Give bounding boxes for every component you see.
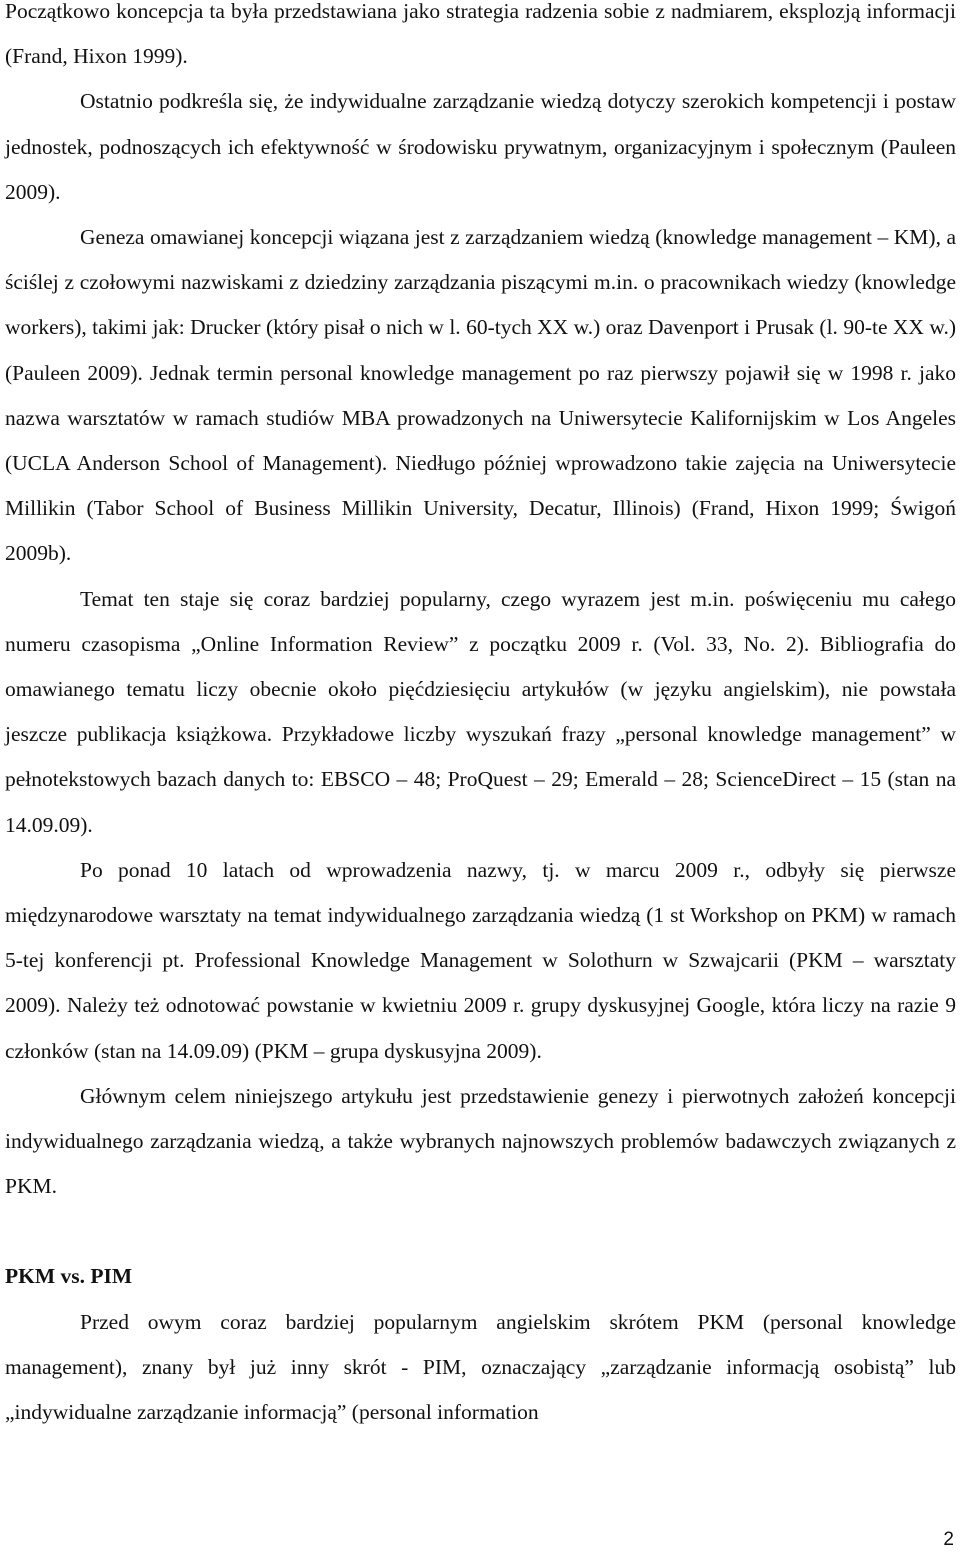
paragraph-popularity: Temat ten staje się coraz bardziej popularny, czego wyrazem jest m.in. poświęceniu mu całego numeru czasopisma „Online Information Review” z początku 2009 r. (Vol. 33, No. 2). Bibliografia do omawianego tematu liczy obecnie około pięćdziesięciu artykułów (w języku angielskim), nie powstała jeszcze publikacja książkowa. Przykładowe liczby wyszukań frazy „personal knowledge management” w pełnotekstowych bazach danych to: EBSCO – 48; ProQuest – 29; Emerald – 28; ScienceDirect – 15 (stan na 14.09.09). <box>5 586 956 837</box>
paragraph-workshop: Po ponad 10 latach od wprowadzenia nazwy, tj. w marcu 2009 r., odbyły się pierwsze międzynarodowe warsztaty na temat indywidualnego zarządzania wiedzą (1 st Workshop on PKM) w ramach 5-tej konferencji pt. Professional Knowledge Management w Solothurn w Szwajcarii (PKM – warsztaty 2009). Należy też odnotować powstanie w kwietniu 2009 r. grupy dyskusyjnej Google, która liczy na razie 9 członków (stan na 14.09.09) (PKM – grupa dyskusyjna 2009). <box>5 857 956 1063</box>
section-spacer <box>5 1209 956 1254</box>
paragraph-origin: Geneza omawianej koncepcji wiązana jest z zarządzaniem wiedzą (knowledge management – KM), a ściślej z czołowymi nazwiskami z dziedziny zarządzania piszącymi m.in. o pracownikach wiedzy (knowledge workers), takimi jak: Drucker (który pisał o nich w l. 60-tych XX w.) oraz Davenport i Prusak (l. 90-te XX w.) (Pauleen 2009). Jednak termin personal knowledge management po raz pierwszy pojawił się w 1998 r. jako nazwa warsztatów w ramach studiów MBA prowadzonych na Uniwersytecie Kalifornijskim w Los Angeles (UCLA Anderson School of Management). Niedługo później wprowadzono takie zajęcia na Uniwersytecie Millikin (Tabor School of Business Millikin University, Decatur, Illinois) (Frand, Hixon 1999; Świgoń 2009b). <box>5 225 956 566</box>
paragraph-intro: Początkowo koncepcja ta była przedstawiana jako strategia radzenia sobie z nadmiarem, eksplozją informacji (Frand, Hixon 1999). <box>5 0 956 69</box>
page-number: 2 <box>943 1529 954 1550</box>
section-heading: PKM vs. PIM <box>5 1264 133 1289</box>
document-page <box>5 0 956 1435</box>
paragraph-recent-emphasis: Ostatnio podkreśla się, że indywidualne zarządzanie wiedzą dotyczy szerokich kompetencji i postaw jednostek, podnoszących ich efektywność w środowisku prywatnym, organizacyjnym i społecznym (Pauleen 2009). <box>5 89 956 204</box>
paragraph-pkm-vs-pim: Przed owym coraz bardziej popularnym angielskim skrótem PKM (personal knowledge management), znany był już inny skrót - PIM, oznaczający „zarządzanie informacją osobistą” lub „indywidualne zarządzanie informacją” (personal information <box>5 1309 956 1425</box>
paragraph-aim: Głównym celem niniejszego artykułu jest przedstawienie genezy i pierwotnych założeń koncepcji indywidualnego zarządzania wiedzą, a także wybranych najnowszych problemów badawczych związanych z PKM. <box>5 1083 956 1199</box>
